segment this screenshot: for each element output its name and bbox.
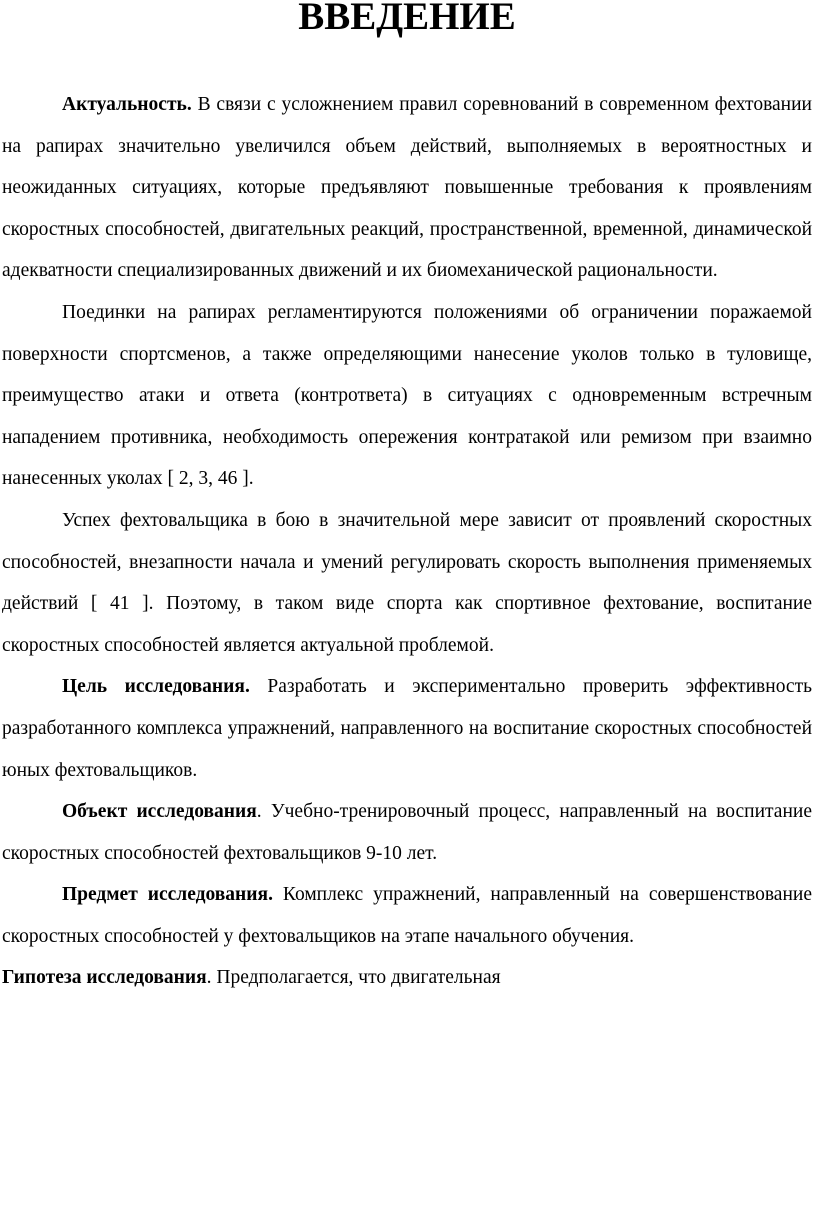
- paragraph-hypothesis: [2, 957, 812, 999]
- paragraph-relevance: [2, 84, 812, 292]
- paragraph-text: Поединки на рапирах регламентируются положениями об ограничении поражаемой поверхности спортсменов, а также определяющими нанесение уколов только в туловище, преимущество атаки и ответа (контрответа) в ситуациях с одновременным встречным нападением противника, необходимость опережения контратакой или ремизом при взаимно нанесенных уколах [ 2, 3, 46 ].: [2, 301, 812, 490]
- paragraph-text: Разработать и экспериментально проверить эффективность разработанного комплекса упражнений, направленного на воспитание скоростных способностей юных фехтовальщиков.: [2, 676, 812, 781]
- paragraph-bouts: [2, 292, 812, 500]
- paragraph-subject: [2, 874, 812, 957]
- paragraph-object: [2, 791, 812, 874]
- paragraph-goal: [2, 666, 812, 791]
- paragraph-text: В связи с усложнением правил соревнований в современном фехтовании на рапирах значительно увеличился объем действий, выполняемых в вероятностных и неожиданных ситуациях, которые предъявляют повышенные требования к проявлениям скоростных способностей, двигательных реакций, пространственной, временной, динамической адекватности специализированных движений и их биомеханической рациональности.: [2, 94, 812, 282]
- paragraph-success: [2, 500, 812, 666]
- paragraph-lead: Цель исследования.: [62, 676, 250, 698]
- paragraph-lead: Предмет исследования.: [62, 884, 273, 906]
- paragraph-text: . Предполагается, что двигательная: [206, 967, 501, 989]
- paragraph-lead: Гипотеза исследования: [2, 967, 207, 989]
- paragraph-lead: Объект исследования: [62, 801, 257, 823]
- paragraph-text: . Учебно-тренировочный процесс, направленный на воспитание скоростных способностей фехтовальщиков 9-10 лет.: [2, 801, 812, 864]
- paragraph-text: Успех фехтовальщика в бою в значительной мере зависит от проявлений скоростных способностей, внезапности начала и умений регулировать скорость выполнения применяемых действий [ 41 ]. Поэтому, в таком виде спорта как спортивное фехтование, воспитание скоростных способностей является актуальной проблемой.: [2, 509, 812, 656]
- paragraph-text: Комплекс упражнений, направленный на совершенствование скоростных способностей у фехтовальщиков на этапе начального обучения.: [2, 884, 812, 947]
- paragraph-lead: Актуальность.: [62, 94, 192, 115]
- page-title: ВВЕДЕНИЕ: [298, 0, 516, 38]
